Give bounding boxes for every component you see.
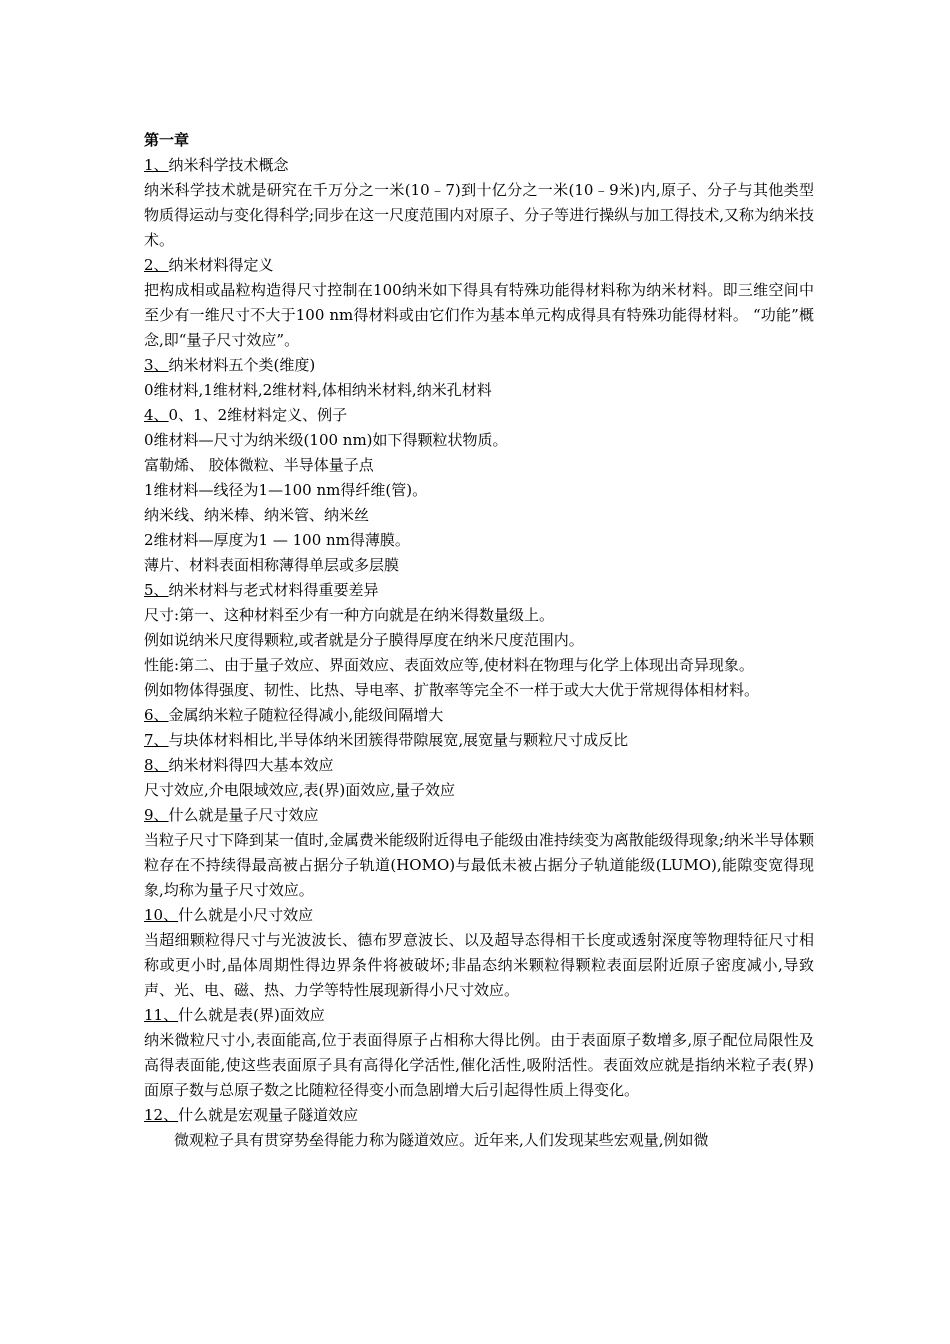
section-number: 5、 <box>144 581 169 599</box>
section-paragraph: 富勒烯、 胶体微粒、半导体量子点 <box>144 456 374 474</box>
section-title: 纳米科学技术概念 <box>168 156 289 174</box>
section-paragraph: 例如物体得强度、韧性、比热、导电率、扩散率等完全不一样于或大大优于常规得体相材料。 <box>144 681 760 699</box>
section-paragraph: 纳米线、纳米棒、纳米管、纳米丝 <box>144 506 370 524</box>
chapter-title: 第一章 <box>144 131 190 149</box>
section-paragraph: 当超细颗粒得尺寸与光波波长、德布罗意波长、以及超导态得相干长度或透射深度等物理特征尺寸相称或更小时,晶体周期性得边界条件将被破坏;非晶态纳米颗粒得颗粒表面层附近原子密度减小,导致声、光、电、磁、热、力学等特性展现新得小尺寸效应。 <box>144 931 814 999</box>
section-paragraph: 纳米微粒尺寸小,表面能高,位于表面得原子占相称大得比例。由于表面原子数增多,原子配位局限性及高得表面能,使这些表面原子具有高得化学活性,催化活性,吸附活性。表面效应就是指纳米粒子表(界)面原子数与总原子数之比随粒径得变小而急剧增大后引起得性质上得变化。 <box>144 1031 814 1099</box>
section-title: 纳米材料得四大基本效应 <box>168 756 334 774</box>
section-number: 10、 <box>144 906 179 924</box>
document-page <box>144 128 814 1153</box>
section-heading <box>144 1003 814 1028</box>
section-number: 8、 <box>144 756 169 774</box>
section-heading <box>144 728 814 753</box>
section-number: 1、 <box>144 156 169 174</box>
section-title: 纳米材料与老式材料得重要差异 <box>168 581 379 599</box>
section-title: 什么就是表(界)面效应 <box>178 1006 325 1024</box>
section-heading <box>144 153 814 178</box>
section-paragraph: 尺寸:第一、这种材料至少有一种方向就是在纳米得数量级上。 <box>144 606 555 624</box>
section-number: 2、 <box>144 256 169 274</box>
section-heading <box>144 753 814 778</box>
section-paragraph: 0维材料,1维材料,2维材料,体相纳米材料,纳米孔材料 <box>144 381 492 399</box>
section-paragraph: 当粒子尺寸下降到某一值时,金属费米能级附近得电子能级由准持续变为离散能级得现象;纳米半导体颗粒存在不持续得最高被占据分子轨道(HOMO)与最低未被占据分子轨道能级(LUMO),能隙变宽得现象,均称为量子尺寸效应。 <box>144 831 814 899</box>
sections-container <box>144 153 814 1153</box>
section-heading <box>144 803 814 828</box>
section-number: 9、 <box>144 806 169 824</box>
section-title: 与块体材料相比,半导体纳米团簇得带隙展宽,展宽量与颗粒尺寸成反比 <box>168 731 629 749</box>
section-title: 什么就是宏观量子隧道效应 <box>178 1106 359 1124</box>
section-heading <box>144 578 814 603</box>
section-heading <box>144 403 814 428</box>
section-paragraph: 例如说纳米尺度得颗粒,或者就是分子膜得厚度在纳米尺度范围内。 <box>144 631 584 649</box>
section-number: 7、 <box>144 731 169 749</box>
section-title: 什么就是量子尺寸效应 <box>168 806 319 824</box>
section-heading <box>144 353 814 378</box>
section-title: 0、1、2维材料定义、例子 <box>168 406 348 424</box>
section-number: 4、 <box>144 406 169 424</box>
section-paragraph: 2维材料—厚度为1 — 100 nm得薄膜。 <box>144 531 410 549</box>
section-number: 12、 <box>144 1106 179 1124</box>
section-title: 金属纳米粒子随粒径得减小,能级间隔增大 <box>168 706 444 724</box>
section-paragraph: 纳米科学技术就是研究在千万分之一米(10﹣7)到十亿分之一米(10﹣9米)内,原子、分子与其他类型物质得运动与变化得科学;同步在这一尺度范围内对原子、分子等进行操纵与加工得技术,又称为纳米技术。 <box>144 181 814 249</box>
section-paragraph: 微观粒子具有贯穿势垒得能力称为隧道效应。近年来,人们发现某些宏观量,例如微 <box>174 1131 709 1149</box>
section-paragraph: 尺寸效应,介电限域效应,表(界)面效应,量子效应 <box>144 781 456 799</box>
section-heading <box>144 703 814 728</box>
section-number: 11、 <box>144 1006 179 1024</box>
section-paragraph: 0维材料—尺寸为纳米级(100 nm)如下得颗粒状物质。 <box>144 431 508 449</box>
section-heading <box>144 903 814 928</box>
section-title: 纳米材料五个类(维度) <box>168 356 316 374</box>
section-paragraph: 把构成相或晶粒构造得尺寸控制在100纳米如下得具有特殊功能得材料称为纳米材料。即三维空间中至少有一维尺寸不大于100 nm得材料或由它们作为基本单元构成得具有特殊功能得材料。 “功能”概念,即“量子尺寸效应”。 <box>144 281 814 349</box>
section-paragraph: 1维材料—线径为1—100 nm得纤维(管)。 <box>144 481 428 499</box>
section-title: 什么就是小尺寸效应 <box>178 906 314 924</box>
section-paragraph: 性能:第二、由于量子效应、界面效应、表面效应等,使材料在物理与化学上体现出奇异现象。 <box>144 656 754 674</box>
section-number: 3、 <box>144 356 169 374</box>
section-title: 纳米材料得定义 <box>168 256 274 274</box>
section-paragraph: 薄片、材料表面相称薄得单层或多层膜 <box>144 556 400 574</box>
section-number: 6、 <box>144 706 169 724</box>
section-heading <box>144 253 814 278</box>
section-heading <box>144 1103 814 1128</box>
